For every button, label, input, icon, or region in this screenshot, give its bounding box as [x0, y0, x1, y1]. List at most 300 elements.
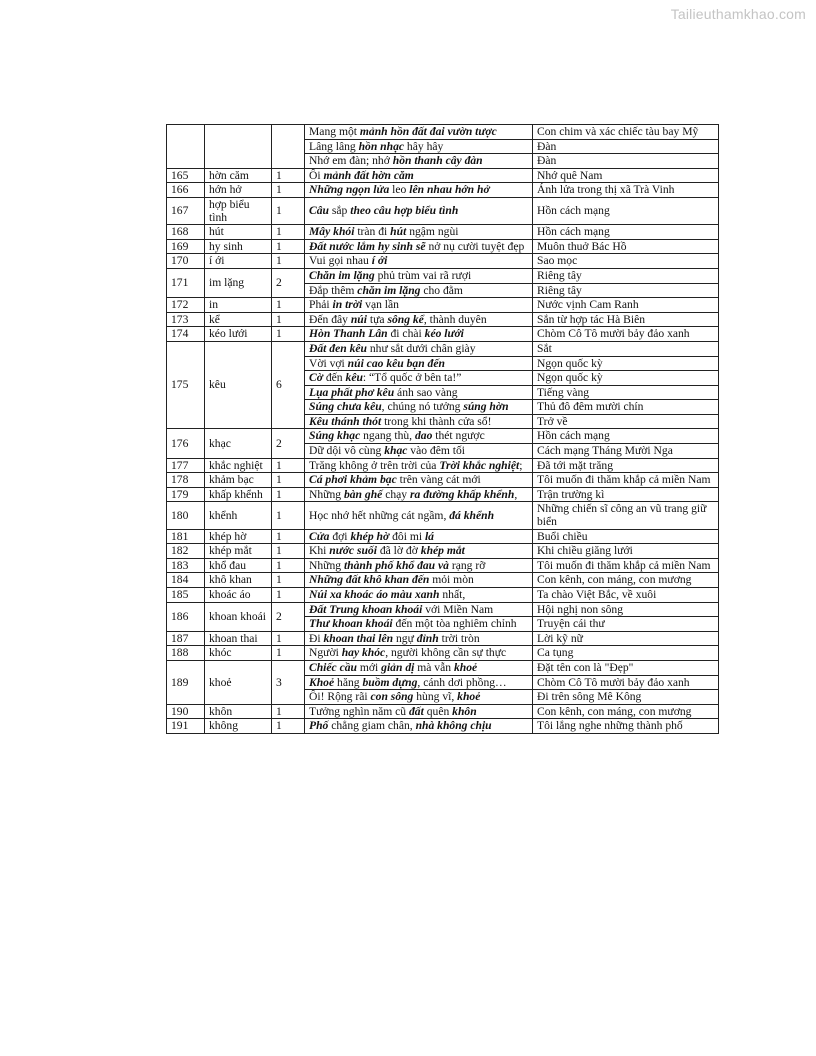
entry-number-cell: 191 — [167, 719, 205, 734]
entry-count-cell: 1 — [272, 719, 305, 734]
table-row — [167, 487, 719, 502]
entry-word-cell: im lặng — [205, 268, 272, 297]
source-poem-cell: Riêng tây — [533, 283, 719, 298]
verse-emphasis: lá — [424, 529, 434, 543]
entry-number-cell: 187 — [167, 631, 205, 646]
verse-text: Lâng lâng — [309, 139, 359, 153]
entry-count-cell: 1 — [272, 646, 305, 661]
entry-count-cell: 1 — [272, 558, 305, 573]
verse-emphasis: Mây khói — [309, 225, 355, 239]
verse-emphasis: Kêu thánh thót — [309, 414, 382, 428]
example-verse-cell — [305, 414, 533, 429]
example-verse-cell — [305, 254, 533, 269]
entry-number-cell — [167, 125, 205, 169]
entry-count-cell: 1 — [272, 183, 305, 198]
table-row — [167, 473, 719, 488]
source-poem-cell: Ánh lửa trong thị xã Trà Vinh — [533, 183, 719, 198]
table-row — [167, 544, 719, 559]
example-verse-cell — [305, 473, 533, 488]
verse-text: quên — [423, 704, 453, 718]
example-verse-cell — [305, 675, 533, 690]
example-verse-cell — [305, 529, 533, 544]
entry-word-cell: kêu — [205, 341, 272, 429]
verse-emphasis: kêu — [345, 371, 363, 385]
entry-count-cell: 1 — [272, 458, 305, 473]
example-verse-cell — [305, 544, 533, 559]
entry-count-cell — [272, 125, 305, 169]
entry-count-cell: 1 — [272, 298, 305, 313]
verse-text: ngậm ngùi — [406, 225, 459, 239]
entry-number-cell: 186 — [167, 602, 205, 631]
source-poem-cell: Chòm Cô Tô mười bảy đảo xanh — [533, 675, 719, 690]
entry-number-cell: 171 — [167, 268, 205, 297]
verse-emphasis: Chăn im lặng — [309, 268, 375, 282]
table-row — [167, 631, 719, 646]
entry-word-cell: hút — [205, 225, 272, 240]
verse-text: Đắp thêm — [309, 283, 358, 297]
verse-text: đợi — [329, 529, 351, 543]
example-verse-cell — [305, 588, 533, 603]
verse-text: leo — [389, 183, 410, 197]
table-row — [167, 225, 719, 240]
verse-emphasis: Câu — [309, 204, 329, 218]
verse-text: Những — [309, 487, 344, 501]
entry-word-cell: khổ đau — [205, 558, 272, 573]
verse-emphasis: Cửa — [309, 529, 330, 543]
verse-emphasis: khép hờ — [350, 529, 390, 543]
table-row — [167, 573, 719, 588]
entry-number-cell: 177 — [167, 458, 205, 473]
verse-emphasis: Đất đen kêu — [309, 341, 367, 355]
source-poem-cell: Đàn — [533, 139, 719, 154]
table-row — [167, 529, 719, 544]
verse-text: hùng vĩ, — [413, 690, 458, 704]
entry-word-cell: khép mắt — [205, 544, 272, 559]
example-verse-cell — [305, 631, 533, 646]
table-row — [167, 254, 719, 269]
source-poem-cell: Thủ đô đêm mười chín — [533, 400, 719, 415]
verse-text: , chúng nó tưởng — [381, 400, 464, 414]
verse-text: Ôi! Rộng rãi — [309, 690, 371, 704]
entry-number-cell: 183 — [167, 558, 205, 573]
verse-emphasis: hồn nhạc — [358, 139, 405, 153]
source-poem-cell: Con chim và xác chiếc tàu bay Mỹ — [533, 125, 719, 140]
verse-emphasis: hồn thanh cây đàn — [392, 154, 483, 168]
example-verse-cell — [305, 283, 533, 298]
verse-text: Đi — [309, 631, 324, 645]
entry-word-cell: khấp khểnh — [205, 487, 272, 502]
verse-text: , — [514, 487, 518, 501]
verse-emphasis: Núi xa khoác áo màu xanh — [309, 588, 440, 601]
verse-text: , người không cần sự thực — [385, 646, 507, 660]
source-poem-cell: Đàn — [533, 154, 719, 169]
entry-count-cell: 1 — [272, 502, 305, 529]
verse-text: đến một tòa nghiêm chỉnh — [392, 617, 517, 631]
verse-text: phủ trùm vai rã rượi — [374, 268, 472, 282]
verse-emphasis: buồm dựng — [362, 675, 418, 689]
table-row — [167, 458, 719, 473]
verse-emphasis: Lụa phất phơ kêu — [309, 385, 395, 399]
verse-text: tựa — [366, 312, 388, 326]
verse-text: đôi mi — [389, 529, 425, 543]
source-poem-cell: Muôn thuở Bác Hồ — [533, 239, 719, 254]
verse-emphasis: hút — [390, 225, 407, 239]
verse-emphasis: khép mắt — [420, 544, 465, 558]
entry-number-cell: 175 — [167, 341, 205, 429]
source-poem-cell: Đã tới mặt trăng — [533, 458, 719, 473]
source-poem-cell: Khi chiều giăng lưới — [533, 544, 719, 559]
table-row — [167, 719, 719, 734]
table-row — [167, 646, 719, 661]
verse-text: nhất, — [439, 588, 466, 601]
verse-emphasis: in trời — [332, 298, 363, 312]
verse-emphasis: nước suối — [329, 544, 377, 558]
verse-emphasis: mảnh hồn đất đai vườn tược — [359, 125, 497, 138]
verse-text: hây hây — [404, 139, 444, 153]
example-verse-cell — [305, 704, 533, 719]
entry-number-cell: 190 — [167, 704, 205, 719]
verse-text: hăng — [334, 675, 363, 689]
verse-text: Những — [309, 558, 344, 572]
entry-word-cell: khắc nghiệt — [205, 458, 272, 473]
verse-emphasis: hay khóc — [341, 646, 386, 660]
source-poem-cell: Truyện cái thư — [533, 617, 719, 632]
verse-emphasis: khoan thai lên — [323, 631, 394, 645]
example-verse-cell — [305, 327, 533, 342]
example-verse-cell — [305, 154, 533, 169]
source-poem-cell: Con kênh, con máng, con mương — [533, 573, 719, 588]
source-poem-cell: Nhớ quê Nam — [533, 168, 719, 183]
entry-count-cell: 1 — [272, 544, 305, 559]
entry-count-cell: 2 — [272, 268, 305, 297]
verse-emphasis: chăn im lặng — [357, 283, 421, 297]
entry-count-cell: 1 — [272, 254, 305, 269]
source-poem-cell: Hồn cách mạng — [533, 225, 719, 240]
entry-count-cell: 1 — [272, 312, 305, 327]
source-poem-cell: Sắn từ hợp tác Hà Biên — [533, 312, 719, 327]
source-poem-cell: Con kênh, con máng, con mương — [533, 704, 719, 719]
entry-count-cell: 1 — [272, 473, 305, 488]
verse-text: Người — [309, 646, 342, 660]
entry-word-cell: khoác áo — [205, 588, 272, 603]
verse-text: chạy — [382, 487, 410, 501]
table-row — [167, 168, 719, 183]
example-verse-cell — [305, 356, 533, 371]
example-verse-cell — [305, 573, 533, 588]
source-poem-cell: Sắt — [533, 341, 719, 356]
entry-number-cell: 174 — [167, 327, 205, 342]
example-verse-cell — [305, 298, 533, 313]
verse-text: Ôi — [309, 168, 324, 182]
source-poem-cell: Chòm Cô Tô mười bảy đảo xanh — [533, 327, 719, 342]
verse-emphasis: lên nhau hớn hở — [409, 183, 490, 197]
entry-number-cell: 169 — [167, 239, 205, 254]
entry-word-cell: khạc — [205, 429, 272, 458]
table-row — [167, 588, 719, 603]
verse-emphasis: ra đường khấp khểnh — [409, 487, 515, 501]
example-verse-cell — [305, 602, 533, 617]
entry-word-cell: khôn — [205, 704, 272, 719]
verse-emphasis: khoẻ — [453, 660, 478, 674]
verse-text: sắp — [328, 204, 351, 218]
verse-emphasis: Khoẻ — [309, 675, 335, 689]
verse-emphasis: Súng chưa kêu — [309, 400, 382, 414]
table-row — [167, 558, 719, 573]
entry-count-cell: 1 — [272, 529, 305, 544]
entry-word-cell: kéo lưới — [205, 327, 272, 342]
example-verse-cell — [305, 239, 533, 254]
verse-text: Tưởng nghìn năm cũ — [309, 704, 409, 718]
verse-text: ánh sao vàng — [394, 385, 458, 399]
table-row — [167, 704, 719, 719]
example-verse-cell — [305, 646, 533, 661]
verse-emphasis: kéo lưới — [424, 327, 464, 341]
example-verse-cell — [305, 225, 533, 240]
source-poem-cell: Hội nghị non sông — [533, 602, 719, 617]
verse-text: ; — [519, 458, 523, 472]
example-verse-cell — [305, 444, 533, 459]
example-verse-cell — [305, 617, 533, 632]
entry-word-cell: hờn căm — [205, 168, 272, 183]
verse-emphasis: đỉnh — [416, 631, 439, 645]
verse-emphasis: núi cao kêu bạn đến — [347, 356, 445, 370]
entry-word-cell: không — [205, 719, 272, 734]
source-poem-cell: Tôi muốn đi thăm khắp cả miền Nam — [533, 558, 719, 573]
source-poem-cell: Tôi lắng nghe những thành phố — [533, 719, 719, 734]
verse-emphasis: súng hờn — [463, 400, 509, 414]
entry-count-cell: 6 — [272, 341, 305, 429]
entry-number-cell: 179 — [167, 487, 205, 502]
verse-emphasis: khạc — [384, 444, 408, 458]
source-poem-cell: Lời kỹ nữ — [533, 631, 719, 646]
verse-text: trời tròn — [438, 631, 480, 645]
example-verse-cell — [305, 183, 533, 198]
verse-text: Nhớ em đàn; nhớ — [309, 154, 393, 168]
verse-emphasis: giản dị — [381, 660, 415, 674]
verse-text: đi chài — [387, 327, 425, 341]
verse-emphasis: Thư khoan khoái — [309, 617, 393, 631]
verse-text: vạn lần — [362, 298, 399, 312]
verse-text: Vời vợi — [309, 356, 348, 370]
verse-emphasis: Đất nước lắm hy sinh sẽ — [309, 239, 426, 253]
example-verse-cell — [305, 125, 533, 140]
entry-count-cell: 1 — [272, 327, 305, 342]
example-verse-cell — [305, 168, 533, 183]
entry-number-cell: 173 — [167, 312, 205, 327]
example-verse-cell — [305, 371, 533, 386]
source-poem-cell: Đặt tên con là "Đẹp" — [533, 660, 719, 675]
example-verse-cell — [305, 719, 533, 734]
entry-number-cell: 167 — [167, 197, 205, 224]
verse-emphasis: nhà không chịu — [415, 719, 492, 733]
entry-count-cell: 1 — [272, 588, 305, 603]
verse-emphasis: núi — [350, 312, 367, 326]
entry-count-cell: 1 — [272, 239, 305, 254]
verse-emphasis: Phố — [309, 719, 329, 733]
verse-text: cho đằm — [420, 283, 463, 297]
entry-number-cell: 180 — [167, 502, 205, 529]
entry-number-cell: 176 — [167, 429, 205, 458]
verse-emphasis: khoẻ — [457, 690, 481, 704]
entry-word-cell: khô khan — [205, 573, 272, 588]
entry-word-cell: in — [205, 298, 272, 313]
example-verse-cell — [305, 487, 533, 502]
table-row — [167, 341, 719, 356]
verse-text: như sắt dưới chân giày — [366, 341, 476, 355]
entry-count-cell: 1 — [272, 573, 305, 588]
table-row — [167, 125, 719, 140]
entry-word-cell: kể — [205, 312, 272, 327]
example-verse-cell — [305, 197, 533, 224]
verse-emphasis: Chiếc cầu — [309, 660, 357, 674]
verse-text: vào đêm tối — [407, 444, 466, 458]
verse-emphasis: Những đất khô khan đến — [309, 573, 430, 587]
table-row — [167, 312, 719, 327]
table-row — [167, 429, 719, 444]
verse-emphasis: đất — [409, 704, 424, 718]
table-row — [167, 183, 719, 198]
verse-text: Dữ dội vô cùng — [309, 444, 385, 458]
entry-number-cell: 188 — [167, 646, 205, 661]
verse-text: mới — [356, 660, 382, 674]
table-row — [167, 197, 719, 224]
verse-text: trong khi thành cửa sổ! — [381, 414, 492, 428]
source-poem-cell: Đi trên sông Mê Kông — [533, 690, 719, 705]
verse-emphasis: bàn ghế — [343, 487, 383, 501]
table-row — [167, 502, 719, 529]
verse-emphasis: Hòn Thanh Lân — [309, 327, 388, 341]
source-poem-cell: Riêng tây — [533, 268, 719, 283]
source-poem-cell: Nước vịnh Cam Ranh — [533, 298, 719, 313]
example-verse-cell — [305, 660, 533, 675]
entry-number-cell: 178 — [167, 473, 205, 488]
entry-word-cell: khép hờ — [205, 529, 272, 544]
entry-word-cell: khảm bạc — [205, 473, 272, 488]
verse-text: mỏi mòn — [429, 573, 474, 587]
entry-number-cell: 170 — [167, 254, 205, 269]
source-poem-cell: Hồn cách mạng — [533, 429, 719, 444]
verse-emphasis: Cờ — [309, 371, 323, 385]
verse-text: mà vẫn — [414, 660, 454, 674]
entry-count-cell: 1 — [272, 168, 305, 183]
entry-count-cell: 1 — [272, 197, 305, 224]
entry-count-cell: 1 — [272, 631, 305, 646]
verse-text: Trăng không ở trên trời của — [309, 458, 440, 472]
verse-text: rạng rỡ — [448, 558, 486, 572]
example-verse-cell — [305, 400, 533, 415]
verse-text: Khi — [309, 544, 330, 558]
entry-number-cell: 185 — [167, 588, 205, 603]
table-row — [167, 602, 719, 617]
verse-text: chẳng giam chân, — [328, 719, 416, 733]
entry-count-cell: 3 — [272, 660, 305, 704]
example-verse-cell — [305, 690, 533, 705]
source-poem-cell: Hồn cách mạng — [533, 197, 719, 224]
entry-word-cell: hớn hở — [205, 183, 272, 198]
table-row — [167, 239, 719, 254]
verse-emphasis: con sông — [370, 690, 414, 704]
source-poem-cell: Ngọn quốc kỳ — [533, 371, 719, 386]
entry-number-cell: 166 — [167, 183, 205, 198]
example-verse-cell — [305, 139, 533, 154]
entry-word-cell: hy sinh — [205, 239, 272, 254]
verse-text: Học nhớ hết những cát ngầm, — [309, 508, 450, 522]
example-verse-cell — [305, 385, 533, 400]
verse-text: Đến đây — [309, 312, 351, 326]
example-verse-cell — [305, 268, 533, 283]
entry-word-cell: í ới — [205, 254, 272, 269]
verse-emphasis: Trời khắc nghiệt — [439, 458, 520, 472]
verse-emphasis: theo câu hợp biểu tình — [350, 204, 459, 218]
verse-text: tràn đi — [354, 225, 391, 239]
table-row — [167, 327, 719, 342]
example-verse-cell — [305, 341, 533, 356]
entry-word-cell: khểnh — [205, 502, 272, 529]
entry-word-cell: hợp biểu tình — [205, 197, 272, 224]
verse-text: , thành duyên — [423, 312, 487, 326]
source-poem-cell: Tiếng vàng — [533, 385, 719, 400]
example-verse-cell — [305, 558, 533, 573]
verse-emphasis: sông kể — [387, 312, 424, 326]
entry-word-cell: khoẻ — [205, 660, 272, 704]
entry-number-cell: 189 — [167, 660, 205, 704]
entry-count-cell: 1 — [272, 225, 305, 240]
example-verse-cell — [305, 312, 533, 327]
verse-emphasis: Đất Trung khoan khoái — [309, 602, 423, 616]
verse-emphasis: thành phố khổ đau và — [343, 558, 449, 572]
verse-text: trên vàng cát mới — [396, 473, 481, 487]
verse-text: : “Tổ quốc ở bên ta!” — [362, 371, 462, 385]
verse-text: nở nụ cười tuyệt đẹp — [425, 239, 525, 253]
verse-text: ngang thù, — [360, 429, 415, 443]
verse-emphasis: Cá phơi khảm bạc — [309, 473, 397, 487]
verse-emphasis: khôn — [452, 704, 477, 718]
verse-emphasis: mảnh đất hờn căm — [323, 168, 414, 182]
entry-word-cell — [205, 125, 272, 169]
table-row — [167, 268, 719, 283]
lexicon-table — [166, 124, 719, 734]
verse-text: với Miền Nam — [422, 602, 494, 616]
source-poem-cell: Trận trường kì — [533, 487, 719, 502]
table-row — [167, 298, 719, 313]
source-poem-cell: Sao mọc — [533, 254, 719, 269]
verse-text: đến — [322, 371, 346, 385]
example-verse-cell — [305, 502, 533, 529]
entry-count-cell: 2 — [272, 602, 305, 631]
verse-text: đã lờ đờ — [376, 544, 421, 558]
entry-number-cell: 181 — [167, 529, 205, 544]
entry-count-cell: 1 — [272, 704, 305, 719]
entry-number-cell: 165 — [167, 168, 205, 183]
table-row — [167, 660, 719, 675]
source-poem-cell: Những chiến sĩ công an vũ trang giữ biển — [533, 502, 719, 529]
verse-text: Mang một — [309, 125, 360, 138]
source-poem-cell: Ca tụng — [533, 646, 719, 661]
verse-emphasis: đá khểnh — [449, 508, 495, 522]
verse-emphasis: Súng khạc — [309, 429, 361, 443]
source-poem-cell: Buổi chiều — [533, 529, 719, 544]
entry-count-cell: 2 — [272, 429, 305, 458]
source-poem-cell: Tôi muốn đi thăm khắp cả miền Nam — [533, 473, 719, 488]
entry-word-cell: khóc — [205, 646, 272, 661]
entry-word-cell: khoan thai — [205, 631, 272, 646]
entry-number-cell: 168 — [167, 225, 205, 240]
entry-word-cell: khoan khoái — [205, 602, 272, 631]
verse-emphasis: dao — [414, 429, 433, 443]
example-verse-cell — [305, 429, 533, 444]
source-poem-cell: Ta chào Việt Bắc, về xuôi — [533, 588, 719, 603]
watermark: Tailieuthamkhao.com — [670, 6, 806, 22]
